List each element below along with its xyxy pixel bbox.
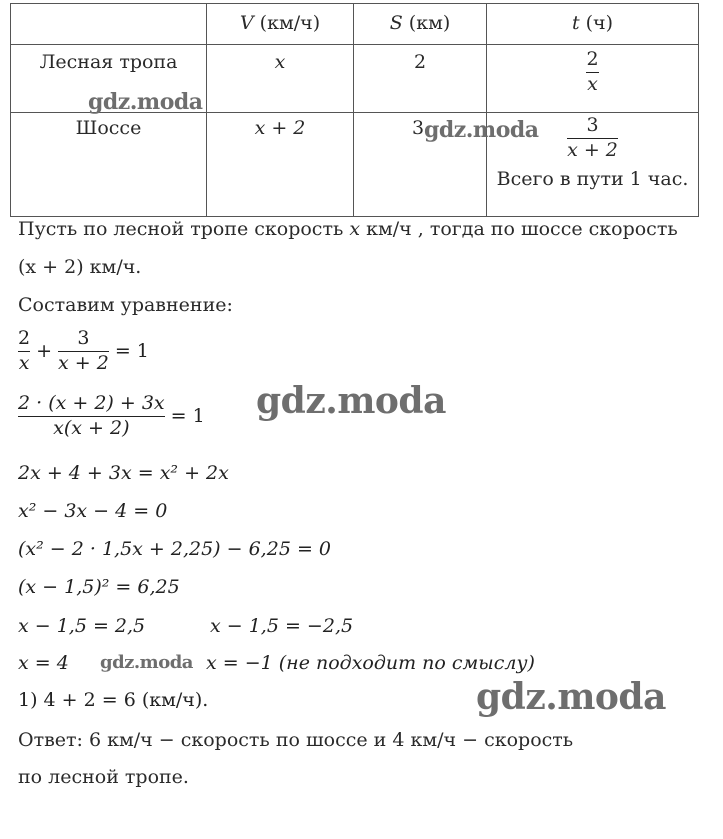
answer-line-2: по лесной тропе. — [18, 766, 189, 788]
time-fraction: $\frac{3}{x + 2}$ — [567, 114, 618, 161]
equation-6: (x − 1,5)² = 6,25 — [18, 576, 180, 598]
watermark-logo: gdz.moda — [88, 89, 203, 115]
header-empty-cell — [11, 4, 207, 45]
header-distance: S (км) — [354, 4, 487, 45]
row-name: Шоссе — [11, 113, 207, 217]
row-name: Лесная тропа — [11, 45, 207, 113]
total-time-note: Всего в пути 1 час. — [496, 167, 689, 190]
header-speed: V (км/ч) — [207, 4, 354, 45]
equation-4: x² − 3x − 4 = 0 — [18, 500, 168, 522]
watermark-logo: gdz.moda — [476, 676, 666, 718]
header-time: t (ч) — [487, 4, 699, 45]
equation-7b: x − 1,5 = −2,5 — [210, 615, 354, 637]
fraction: $\frac{2 \cdot (x + 2) + 3x}{x(x + 2)}$ — [18, 392, 165, 439]
intro-line-2: (x + 2) км/ч. — [18, 256, 142, 278]
root-x-minus-1: x = −1 (не подходит по смыслу) — [206, 652, 535, 674]
compose-equation-label: Составим уравнение: — [18, 294, 233, 316]
row-speed: x — [207, 45, 354, 113]
table-row — [11, 113, 699, 217]
row-distance: 2 — [354, 45, 487, 113]
equation-1: $\frac{2}{x}$ + $\frac{3}{x + 2}$ = 1 — [18, 327, 149, 374]
equation-5: (x² − 2 · 1,5x + 2,25) − 6,25 = 0 — [18, 538, 331, 560]
step-1: 1) 4 + 2 = 6 (км/ч). — [18, 689, 209, 711]
root-x-4: x = 4 — [18, 652, 69, 674]
watermark-logo: gdz.moda — [256, 380, 446, 422]
equation-2: $\frac{2 \cdot (x + 2) + 3x}{x(x + 2)}$ = 1 — [18, 392, 205, 439]
equation-7a: x − 1,5 = 2,5 — [18, 615, 146, 637]
fraction: $\frac{2}{x}$ — [18, 327, 31, 374]
equation-3: 2x + 4 + 3x = x² + 2x — [18, 462, 229, 484]
time-fraction: $\frac{2}{x}$ — [586, 48, 599, 95]
row-speed: x + 2 — [207, 113, 354, 217]
answer-line-1: Ответ: 6 км/ч − скорость по шоссе и 4 км/ч − скорость — [18, 729, 574, 751]
row-distance: 3 — [354, 113, 487, 217]
fraction: $\frac{3}{x + 2}$ — [58, 327, 109, 374]
watermark-logo: gdz.moda — [424, 117, 539, 143]
row-time — [487, 45, 699, 113]
intro-line: Пусть по лесной тропе скорость x км/ч , тогда по шоссе скорость — [18, 218, 678, 240]
watermark-logo: gdz.moda — [100, 652, 193, 673]
